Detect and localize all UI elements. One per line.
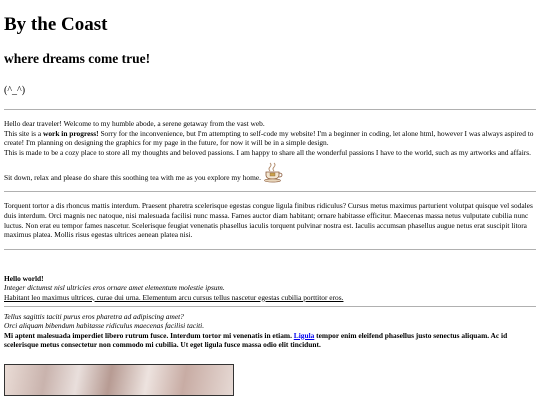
intro-wip <box>4 129 536 148</box>
wip-prefix: This site is a <box>4 128 44 138</box>
site-tagline: where dreams come true! <box>4 50 151 66</box>
divider <box>4 249 536 250</box>
closing-bold-paragraph <box>4 331 536 350</box>
wip-bold: work in progress! <box>43 128 99 138</box>
divider <box>4 109 536 110</box>
hello-section <box>4 274 536 302</box>
closing-italic-2: Orci aliquam bibendum habitasse ridiculus maecenas facilisi taciti. <box>4 321 205 331</box>
site-title: By the Coast <box>4 14 108 35</box>
closing-bold-pre: Mi aptent malesuada imperdiet libero rutrum fusce. Interdum tortor mi venenatis in etiam. <box>4 330 294 340</box>
divider <box>4 191 536 192</box>
divider <box>4 306 536 307</box>
wip-rest: Sorry for the inconvenience, but I'm attempting to self-code my website! I'm a beginner in coding, let alone html, however I was always aspired to create! I'm planning on designing the graphics for my page in the future, for now it will be in a simple design. <box>4 128 534 148</box>
tea-invite-text: Sit down, relax and please do share this soothing tea with me as you explore my home. <box>4 172 261 182</box>
hello-heading: Hello world! <box>4 273 44 283</box>
ligula-link[interactable]: Ligula <box>293 330 315 340</box>
tea-cup-icon <box>264 162 283 183</box>
emoticon: (^_^) <box>4 84 26 96</box>
intro-section <box>4 119 536 183</box>
closing-italic-1: Tellus sagittis taciti purus eros pharetra ad adipiscing amet? <box>4 311 184 321</box>
blossom-image <box>4 364 234 396</box>
hello-underlined-text: Habitant leo maximus ultrices, curae dui urna. Elementum arcu cursus tellus nascetur egestas cubilia porttitor eros. <box>4 292 344 302</box>
lorem-paragraph: Torquent tortor a dis rhoncus mattis interdum. Praesent pharetra scelerisque egestas congue ligula finibus ridiculus? Cursus metus maximus parturient volutpat quisque vel sodales duis interdum. Orci magnis nec natoque, nisi malesuada facilisi nunc massa. Fames auctor diam habitant; ornare habitasse efficitur. Maecenas massa netus vulputate cubilia nunc luctus. Non erat eu tempor fames nascetur. Scelerisque feugiat venenatis phasellus iaculis torquent pulvinar nostra est. Iaculis accumsan phasellus augue netus erat suscipit litora maximus platea. Mollis risus egestas ultrices aenean platea nisi. <box>4 201 533 240</box>
hello-italic-text: Integer dictumst nisl ultricies eros ornare amet elementum molestie ipsum. <box>4 283 225 293</box>
closing-section <box>4 312 536 350</box>
intro-welcome: Hello dear traveler! Welcome to my humble abode, a serene getaway from the vast web. <box>4 118 265 128</box>
tea-invite <box>4 162 536 183</box>
closing-bold-post: tempor enim eleifend phasellus justo senectus aliquam. Ac id scelerisque metus consectetur non commodo mi cubilia. Ut eget ligula fusce massa odio elit tincidunt. <box>4 330 508 350</box>
intro-cozy-place: This is made to be a cozy place to store all my thoughts and beloved passions. I am happy to share all the wonderful passions I have to the world, such as my artworks and affairs. <box>4 147 531 157</box>
